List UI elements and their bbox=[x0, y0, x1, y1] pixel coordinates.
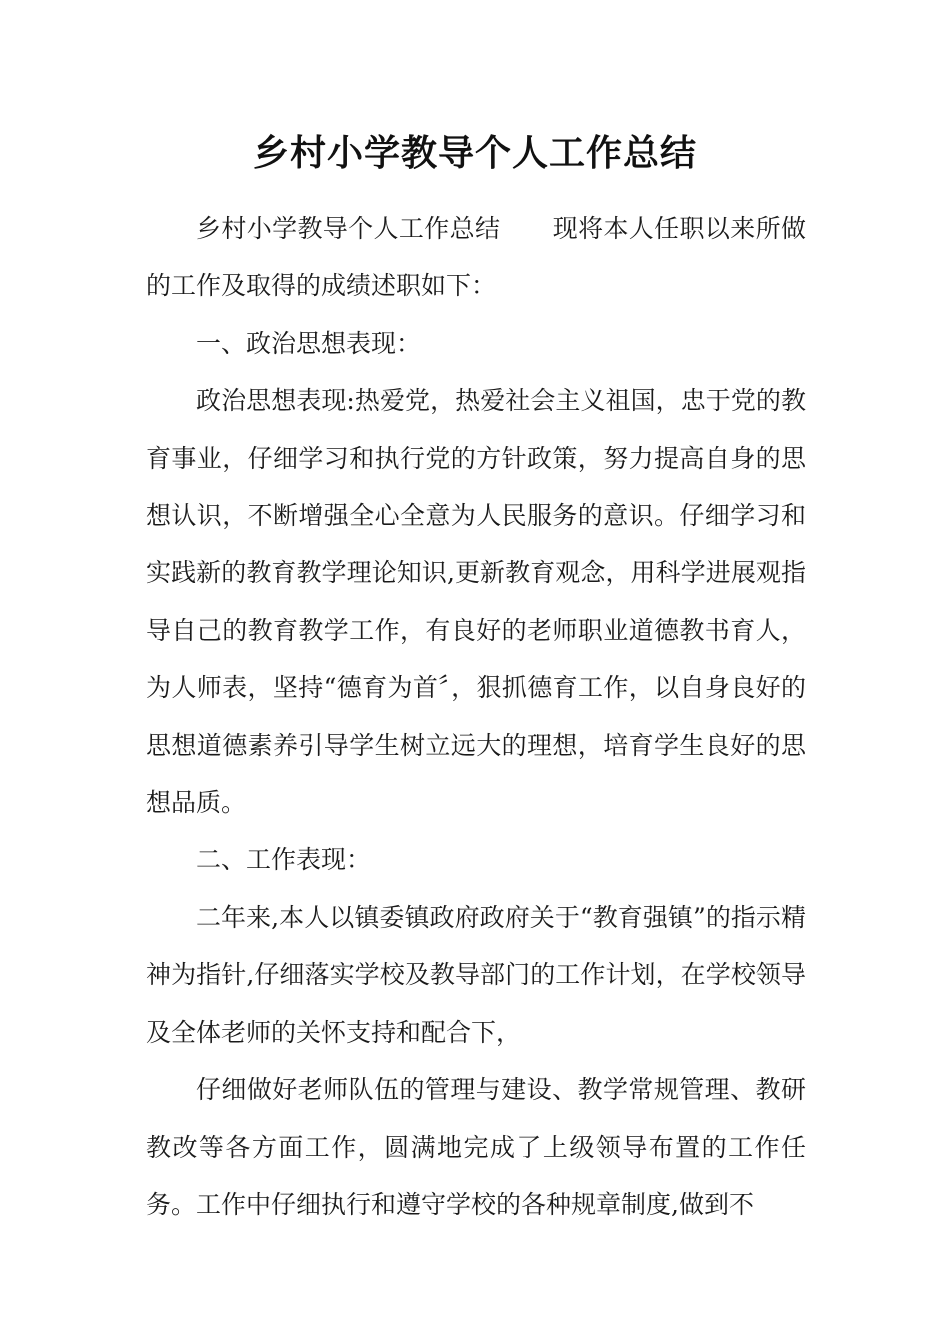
section2-heading: 二、工作表现： bbox=[196, 845, 372, 875]
section2-paragraph-2: 仔细做好老师队伍的管理与建设、教学常规管理、教研教改等各方面工作，圆满地完成了上级领导布置的工作任务。工作中仔细执行和遵守学校的各种规章制度,做到不 bbox=[146, 1075, 806, 1219]
document-body bbox=[146, 200, 806, 1233]
document-title: 乡村小学教导个人工作总结 bbox=[252, 133, 697, 174]
section1-heading: 一、政治思想表现： bbox=[196, 328, 422, 358]
section2-paragraph-1: 二年来,本人以镇委镇政府政府关于“教育强镇”的指示精神为指针,仔细落实学校及教导部门的工作计划，在学校领导及全体老师的关怀支持和配合下， bbox=[146, 902, 806, 1047]
intro-title-repeat: 乡村小学教导个人工作总结 bbox=[196, 214, 501, 243]
section1-paragraph: 政治思想表现:热爱党，热爱社会主义祖国，忠于党的教育事业，仔细学习和执行党的方针政策，努力提高自身的思想认识，不断增强全心全意为人民服务的意识。仔细学习和实践新的教育教学理论知识,更新教育观念，用科学进展观指导自己的教育教学工作，有良好的老师职业道德教书育人，为人师表，坚持“德育为首〞，狠抓德育工作，以自身良好的思想道德素养引导学生树立远大的理想，培育学生良好的思想品质。 bbox=[146, 386, 806, 818]
intro-text: 现将本人任职以来所做的工作及取得的成绩述职如下： bbox=[146, 214, 806, 301]
intro-paragraph bbox=[146, 200, 806, 315]
